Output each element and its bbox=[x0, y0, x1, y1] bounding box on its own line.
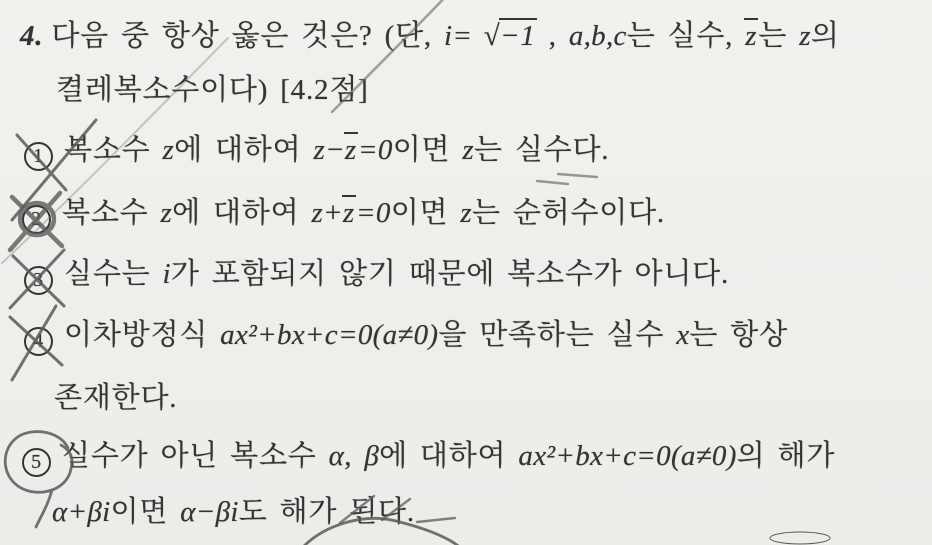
text-segment: =0 bbox=[356, 197, 391, 229]
text-segment: 에 대하여 bbox=[172, 197, 312, 229]
text-segment: , bbox=[536, 20, 569, 52]
text-segment: 복소수 bbox=[64, 134, 163, 166]
text-segment: 4. bbox=[20, 20, 44, 52]
text-segment: z bbox=[162, 134, 175, 166]
text-segment: 켤레복소수이다) [4.2점] bbox=[56, 74, 369, 106]
text-segment: i bbox=[162, 258, 171, 290]
text-segment: 의 bbox=[810, 20, 840, 52]
option-5-number: 5 bbox=[22, 448, 51, 477]
option-1 bbox=[24, 132, 609, 168]
text-segment: 도 해가 된다. bbox=[238, 496, 415, 528]
text-segment: 복소수 bbox=[62, 197, 161, 229]
option-2 bbox=[22, 195, 665, 231]
question-title-line-1 bbox=[20, 18, 840, 54]
option-2-number: 2 bbox=[22, 205, 51, 234]
text-segment: 다음 중 항상 옳은 것은? (단, bbox=[51, 20, 444, 52]
question-title-line-2 bbox=[56, 72, 369, 108]
text-segment: − bbox=[325, 134, 345, 166]
option-5-continued bbox=[52, 494, 415, 530]
text-segment: α−βi bbox=[180, 496, 239, 528]
text-segment: √ bbox=[483, 20, 500, 52]
option-5 bbox=[22, 438, 835, 474]
text-segment: 는 bbox=[758, 20, 800, 52]
text-segment: = bbox=[452, 20, 484, 52]
text-segment: 는 실수, bbox=[626, 20, 746, 52]
text-segment: + bbox=[323, 197, 343, 229]
text-segment: β bbox=[364, 440, 380, 472]
underline-mark-option-1 bbox=[537, 174, 597, 184]
text-segment: 에 대하여 bbox=[174, 134, 314, 166]
text-segment: z bbox=[311, 197, 324, 229]
text-segment: 가 포함되지 않기 때문에 복소수가 아니다. bbox=[170, 258, 729, 290]
option-4-number: 4 bbox=[24, 327, 53, 356]
option-3-number: 3 bbox=[24, 266, 53, 295]
circle-mark-tail bbox=[36, 490, 52, 527]
text-segment: ax²+bx+c=0(a≠0) bbox=[518, 440, 737, 472]
text-segment: 실수가 아닌 복소수 bbox=[62, 440, 329, 472]
text-segment: z bbox=[313, 134, 326, 166]
text-segment: 이차방정식 bbox=[64, 319, 221, 351]
text-segment: 이면 bbox=[390, 197, 461, 229]
text-segment: a,b,c bbox=[568, 20, 627, 52]
text-segment: i bbox=[443, 20, 453, 52]
text-segment: 의 해가 bbox=[736, 440, 836, 472]
text-segment: z bbox=[799, 20, 811, 52]
text-segment: z bbox=[460, 197, 472, 229]
text-segment: , bbox=[344, 440, 365, 472]
text-segment: 는 실수다. bbox=[473, 134, 610, 166]
text-segment: z bbox=[160, 197, 173, 229]
text-segment: =0 bbox=[358, 134, 393, 166]
text-segment: 는 항상 bbox=[689, 319, 788, 351]
text-segment: z bbox=[342, 197, 356, 229]
option-4 bbox=[24, 317, 788, 353]
smudge-bottom-right bbox=[770, 532, 830, 544]
text-segment: 존재한다. bbox=[54, 382, 178, 414]
text-segment: 는 순허수이다. bbox=[471, 197, 665, 229]
option-1-number: 1 bbox=[24, 142, 53, 171]
text-segment: 실수는 bbox=[64, 258, 163, 290]
text-segment: 이면 bbox=[392, 134, 463, 166]
text-segment: 에 대하여 bbox=[379, 440, 519, 472]
option-3 bbox=[24, 256, 729, 292]
text-segment: −1 bbox=[499, 20, 536, 52]
text-segment: 을 만족하는 실수 bbox=[438, 319, 677, 351]
text-segment: α+βi bbox=[52, 496, 111, 528]
text-segment: 이면 bbox=[110, 496, 181, 528]
text-segment: z bbox=[462, 134, 474, 166]
text-segment: ax²+bx+c=0(a≠0) bbox=[220, 319, 439, 351]
text-segment: z bbox=[745, 20, 758, 52]
text-segment: α bbox=[328, 440, 345, 472]
text-segment: z bbox=[344, 134, 358, 166]
text-segment: x bbox=[676, 319, 690, 351]
option-4-continued bbox=[54, 380, 177, 416]
